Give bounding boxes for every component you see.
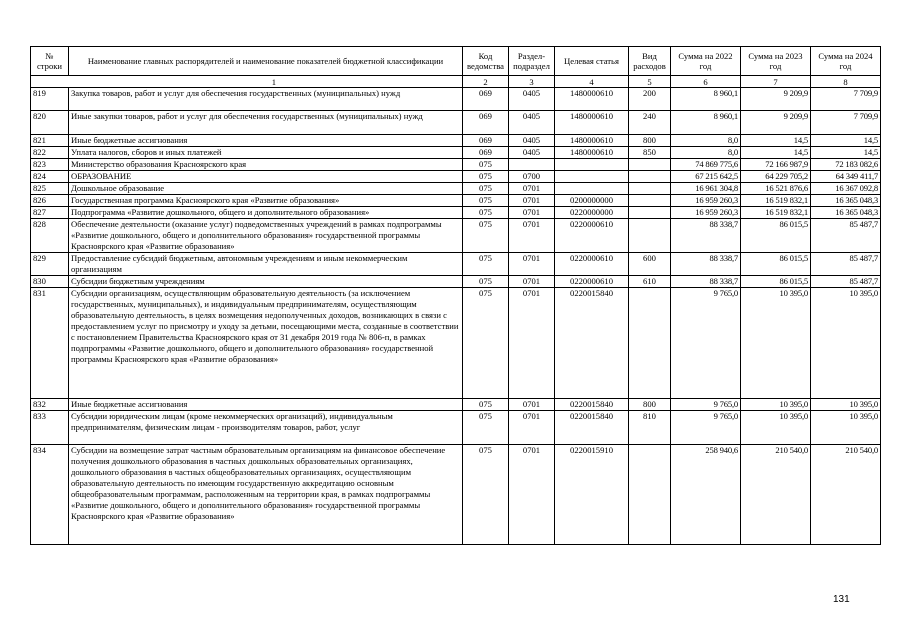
- row-sum-2024: 7 709,9: [811, 88, 881, 111]
- row-sum-2023: 64 229 705,2: [741, 171, 811, 183]
- row-sum-2023: 86 015,5: [741, 253, 811, 276]
- row-sum-2023: 72 166 987,9: [741, 159, 811, 171]
- row-department-code: 069: [463, 111, 509, 135]
- row-target-article: 0220015840: [555, 399, 629, 411]
- row-expense-type: [629, 159, 671, 171]
- row-sum-2024: 14,5: [811, 135, 881, 147]
- row-department-code: 075: [463, 159, 509, 171]
- row-sum-2023: 10 395,0: [741, 399, 811, 411]
- row-department-code: 075: [463, 288, 509, 399]
- row-name: Подпрограмма «Развитие дошкольного, общего и дополнительного образования»: [69, 207, 463, 219]
- row-sum-2023: 16 519 832,1: [741, 207, 811, 219]
- table-row: [31, 111, 881, 135]
- row-target-article: 1480000610: [555, 88, 629, 111]
- row-sum-2022: 16 959 260,3: [671, 207, 741, 219]
- row-sum-2024: 10 395,0: [811, 399, 881, 411]
- row-sum-2022: 8,0: [671, 147, 741, 159]
- row-section: 0405: [509, 135, 555, 147]
- row-target-article: 0220015840: [555, 288, 629, 399]
- row-number: 820: [31, 111, 69, 135]
- row-expense-type: 800: [629, 399, 671, 411]
- table-row: [31, 253, 881, 276]
- row-number: 828: [31, 219, 69, 253]
- table-body: [31, 88, 881, 545]
- row-target-article: [555, 183, 629, 195]
- table-row: [31, 159, 881, 171]
- row-section: 0701: [509, 276, 555, 288]
- row-expense-type: 240: [629, 111, 671, 135]
- row-expense-type: [629, 445, 671, 545]
- column-number-1: 1: [31, 76, 463, 88]
- column-number-8: 8: [811, 76, 881, 88]
- row-sum-2022: 88 338,7: [671, 219, 741, 253]
- row-sum-2024: 10 395,0: [811, 411, 881, 445]
- row-expense-type: 810: [629, 411, 671, 445]
- row-department-code: 075: [463, 253, 509, 276]
- row-sum-2024: 85 487,7: [811, 253, 881, 276]
- row-name: ОБРАЗОВАНИЕ: [69, 171, 463, 183]
- row-sum-2023: 86 015,5: [741, 219, 811, 253]
- row-sum-2023: 16 521 876,6: [741, 183, 811, 195]
- header-expense-type: Вид расходов: [629, 47, 671, 76]
- table-row: [31, 399, 881, 411]
- row-expense-type: [629, 195, 671, 207]
- row-sum-2024: 210 540,0: [811, 445, 881, 545]
- table-row: [31, 276, 881, 288]
- row-name: Закупка товаров, работ и услуг для обеспечения государственных (муниципальных) нужд: [69, 88, 463, 111]
- row-sum-2023: 10 395,0: [741, 288, 811, 399]
- row-expense-type: 850: [629, 147, 671, 159]
- row-section: 0701: [509, 288, 555, 399]
- table-row: [31, 171, 881, 183]
- row-number: 819: [31, 88, 69, 111]
- row-name: Субсидии юридическим лицам (кроме некоммерческих организаций), индивидуальным предпринимателям, физическим лицам - производителям товаров, работ, услуг: [69, 411, 463, 445]
- header-name: Наименование главных распорядителей и наименование показателей бюджетной классификации: [69, 47, 463, 76]
- header-target-article: Целевая статья: [555, 47, 629, 76]
- row-name: Иные бюджетные ассигнования: [69, 399, 463, 411]
- header-section: Раздел-подраздел: [509, 47, 555, 76]
- row-sum-2023: 16 519 832,1: [741, 195, 811, 207]
- row-department-code: 075: [463, 219, 509, 253]
- row-name: Иные бюджетные ассигнования: [69, 135, 463, 147]
- row-number: 830: [31, 276, 69, 288]
- row-sum-2024: 85 487,7: [811, 276, 881, 288]
- row-sum-2023: 14,5: [741, 135, 811, 147]
- row-department-code: 075: [463, 276, 509, 288]
- row-target-article: 0220000610: [555, 219, 629, 253]
- row-number: 833: [31, 411, 69, 445]
- table-row: [31, 207, 881, 219]
- table-row: [31, 135, 881, 147]
- row-expense-type: [629, 288, 671, 399]
- row-section: 0405: [509, 88, 555, 111]
- row-number: 822: [31, 147, 69, 159]
- row-sum-2023: 86 015,5: [741, 276, 811, 288]
- row-expense-type: [629, 207, 671, 219]
- row-target-article: 0220000610: [555, 276, 629, 288]
- header-row-number: № строки: [31, 47, 69, 76]
- row-department-code: 075: [463, 411, 509, 445]
- row-department-code: 069: [463, 147, 509, 159]
- row-name: Субсидии на возмещение затрат частным образовательным организациям на финансовое обеспечение получения дошкольного образования в частных дошкольных образовательных организациях, дошкольного образования в частных общеобразовательных организациях, осуществляющим образовательную деятельность по имеющим государственную аккредитацию основным общеобразовательным программам, расположенным на территории края, в рамках подпрограммы «Развитие дошкольного, общего и дополнительного образования» государственной программы Красноярского края «Развитие образования»: [69, 445, 463, 545]
- row-section: 0405: [509, 147, 555, 159]
- row-sum-2022: 16 961 304,8: [671, 183, 741, 195]
- row-sum-2022: 9 765,0: [671, 411, 741, 445]
- row-sum-2024: 10 395,0: [811, 288, 881, 399]
- row-section: 0405: [509, 111, 555, 135]
- row-section: 0701: [509, 183, 555, 195]
- column-number-7: 7: [741, 76, 811, 88]
- row-expense-type: 610: [629, 276, 671, 288]
- row-department-code: 069: [463, 88, 509, 111]
- column-number-6: 6: [671, 76, 741, 88]
- row-department-code: 075: [463, 171, 509, 183]
- row-expense-type: [629, 183, 671, 195]
- row-sum-2022: 88 338,7: [671, 276, 741, 288]
- row-sum-2023: 14,5: [741, 147, 811, 159]
- row-sum-2022: 8 960,1: [671, 111, 741, 135]
- row-target-article: 0220000610: [555, 253, 629, 276]
- row-department-code: 075: [463, 207, 509, 219]
- row-sum-2022: 9 765,0: [671, 288, 741, 399]
- row-sum-2023: 10 395,0: [741, 411, 811, 445]
- row-expense-type: [629, 171, 671, 183]
- row-name: Министерство образования Красноярского края: [69, 159, 463, 171]
- row-target-article: [555, 171, 629, 183]
- row-expense-type: 600: [629, 253, 671, 276]
- header-sum-2024: Сумма на 2024 год: [811, 47, 881, 76]
- table-row: [31, 195, 881, 207]
- row-number: 824: [31, 171, 69, 183]
- header-department-code: Код ведомства: [463, 47, 509, 76]
- header-sum-2023: Сумма на 2023 год: [741, 47, 811, 76]
- row-number: 823: [31, 159, 69, 171]
- column-number-5: 5: [629, 76, 671, 88]
- row-sum-2022: 8,0: [671, 135, 741, 147]
- row-number: 825: [31, 183, 69, 195]
- row-sum-2022: 88 338,7: [671, 253, 741, 276]
- row-name: Предоставление субсидий бюджетным, автономным учреждениям и иным некоммерческим организациям: [69, 253, 463, 276]
- row-name: Государственная программа Красноярского края «Развитие образования»: [69, 195, 463, 207]
- row-department-code: 075: [463, 183, 509, 195]
- table-row: [31, 219, 881, 253]
- row-sum-2023: 9 209,9: [741, 111, 811, 135]
- row-section: 0701: [509, 445, 555, 545]
- row-sum-2022: 258 940,6: [671, 445, 741, 545]
- row-department-code: 075: [463, 195, 509, 207]
- column-number-3: 3: [509, 76, 555, 88]
- table-row: [31, 147, 881, 159]
- row-section: [509, 159, 555, 171]
- row-name: Дошкольное образование: [69, 183, 463, 195]
- row-department-code: 075: [463, 445, 509, 545]
- row-department-code: 075: [463, 399, 509, 411]
- row-department-code: 069: [463, 135, 509, 147]
- row-sum-2024: 16 365 048,3: [811, 207, 881, 219]
- row-section: 0701: [509, 253, 555, 276]
- row-sum-2022: 74 869 775,6: [671, 159, 741, 171]
- row-section: 0701: [509, 411, 555, 445]
- table-row: [31, 411, 881, 445]
- row-target-article: 0220015910: [555, 445, 629, 545]
- table-row: [31, 445, 881, 545]
- row-name: Уплата налогов, сборов и иных платежей: [69, 147, 463, 159]
- row-sum-2024: 85 487,7: [811, 219, 881, 253]
- column-number-4: 4: [555, 76, 629, 88]
- column-number-2: 2: [463, 76, 509, 88]
- row-sum-2024: 7 709,9: [811, 111, 881, 135]
- budget-table: [30, 46, 881, 545]
- row-expense-type: [629, 219, 671, 253]
- row-number: 831: [31, 288, 69, 399]
- row-name: Субсидии бюджетным учреждениям: [69, 276, 463, 288]
- row-sum-2022: 9 765,0: [671, 399, 741, 411]
- row-sum-2023: 9 209,9: [741, 88, 811, 111]
- row-sum-2022: 8 960,1: [671, 88, 741, 111]
- row-target-article: 1480000610: [555, 135, 629, 147]
- row-section: 0701: [509, 207, 555, 219]
- row-expense-type: 200: [629, 88, 671, 111]
- row-number: 821: [31, 135, 69, 147]
- row-sum-2024: 16 365 048,3: [811, 195, 881, 207]
- row-number: 827: [31, 207, 69, 219]
- row-target-article: 1480000610: [555, 111, 629, 135]
- table-row: [31, 288, 881, 399]
- row-sum-2022: 67 215 642,5: [671, 171, 741, 183]
- row-section: 0701: [509, 219, 555, 253]
- row-sum-2024: 14,5: [811, 147, 881, 159]
- row-sum-2024: 72 183 082,6: [811, 159, 881, 171]
- row-target-article: [555, 159, 629, 171]
- row-section: 0700: [509, 171, 555, 183]
- row-name: Субсидии организациям, осуществляющим образовательную деятельность (за исключением государственных, муниципальных), и индивидуальным предпринимателям, осуществляющим образовательную деятельность, в целях возмещения недополученных доходов, возникающих в связи с предоставлением услуг по присмотру и уходу за детьми, посещающими места, созданные в соответствии с постановлением Правительства Красноярского края от 31 декабря 2019 года № 806-п, в рамках подпрограммы «Развитие дошкольного, общего и дополнительного образования» государственной программы Красноярского края «Развитие образования»: [69, 288, 463, 399]
- table-row: [31, 183, 881, 195]
- row-expense-type: 800: [629, 135, 671, 147]
- row-target-article: 1480000610: [555, 147, 629, 159]
- table-row: [31, 88, 881, 111]
- row-number: 829: [31, 253, 69, 276]
- header-sum-2022: Сумма на 2022 год: [671, 47, 741, 76]
- row-target-article: 0200000000: [555, 195, 629, 207]
- row-number: 826: [31, 195, 69, 207]
- row-section: 0701: [509, 195, 555, 207]
- row-number: 832: [31, 399, 69, 411]
- row-name: Иные закупки товаров, работ и услуг для обеспечения государственных (муниципальных) нужд: [69, 111, 463, 135]
- row-sum-2023: 210 540,0: [741, 445, 811, 545]
- row-sum-2024: 16 367 092,8: [811, 183, 881, 195]
- row-sum-2022: 16 959 260,3: [671, 195, 741, 207]
- page-number: 131: [833, 594, 850, 605]
- row-number: 834: [31, 445, 69, 545]
- row-section: 0701: [509, 399, 555, 411]
- row-target-article: 0220015840: [555, 411, 629, 445]
- row-sum-2024: 64 349 411,7: [811, 171, 881, 183]
- row-target-article: 0220000000: [555, 207, 629, 219]
- row-name: Обеспечение деятельности (оказание услуг) подведомственных учреждений в рамках подпрограммы «Развитие дошкольного, общего и дополнительного образования» государственной программы Красноярского края «Развитие образования»: [69, 219, 463, 253]
